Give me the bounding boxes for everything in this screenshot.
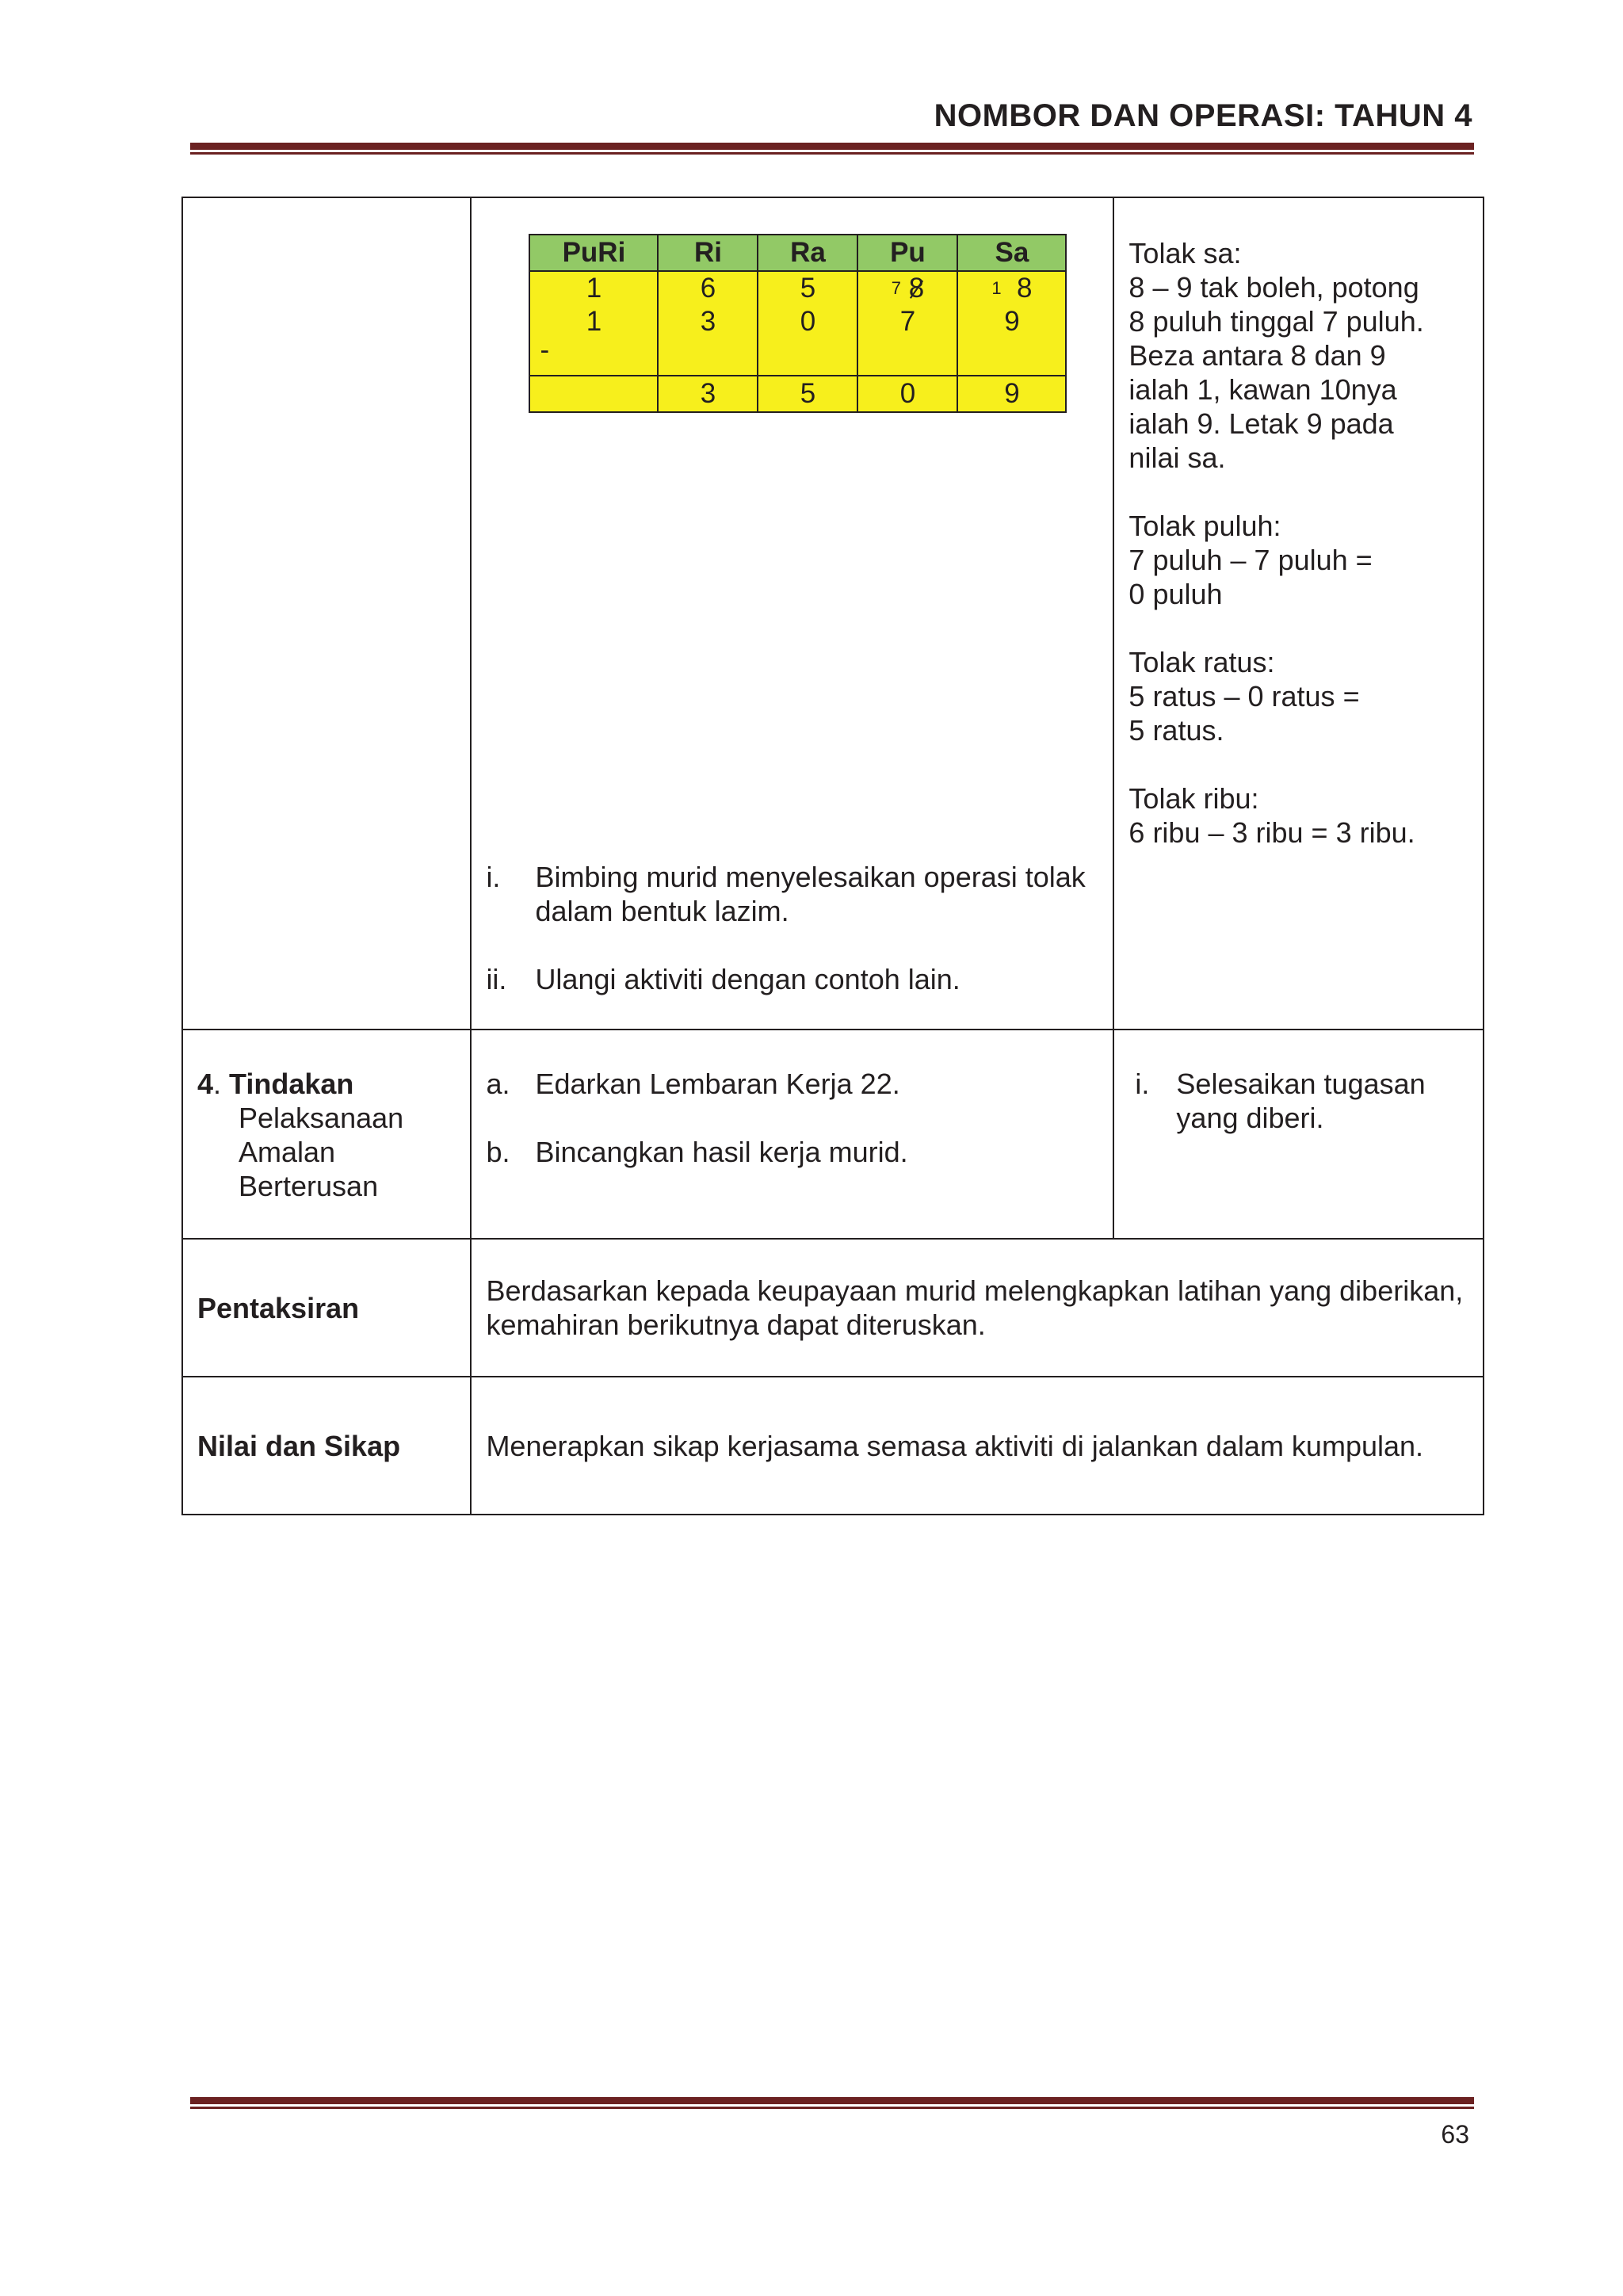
- list-item: a. Edarkan Lembaran Kerja 22.: [486, 1068, 900, 1100]
- pv-cell: $^1$ 8 9: [957, 271, 1066, 376]
- sa-regroup-mark: 1: [991, 278, 1002, 298]
- pv-header: PuRi: [529, 235, 658, 271]
- table-row: [182, 1030, 1484, 1239]
- pv-cell: 0: [857, 376, 957, 412]
- pv-cell: 1 1 -: [529, 271, 658, 376]
- pv-cell: $^7$ 8 7: [857, 271, 957, 376]
- pu-regroup-mark: 7: [891, 278, 901, 298]
- table-row: [182, 1239, 1484, 1377]
- page-number: 63: [1441, 2120, 1469, 2149]
- table-row: [182, 1377, 1484, 1515]
- row-text: Menerapkan sikap kerjasama semasa aktiviti di jalankan dalam kumpulan.: [471, 1377, 1484, 1515]
- note-block: Tolak puluh: 7 puluh – 7 puluh = 0 puluh: [1128, 510, 1373, 610]
- notes-cell: [1113, 197, 1484, 1030]
- row-label: Nilai dan Sikap: [182, 1377, 471, 1515]
- footer-rule: [190, 2097, 1474, 2109]
- pv-cell: 5: [758, 376, 857, 412]
- pv-cell: 9: [957, 376, 1066, 412]
- teacher-steps: [486, 860, 1088, 996]
- list-item: b. Bincangkan hasil kerja murid.: [486, 1136, 908, 1168]
- minus-operator: -: [540, 334, 550, 365]
- pv-cell: [529, 376, 658, 412]
- pv-cell: 6 3: [658, 271, 758, 376]
- pv-answer-row: [529, 376, 1066, 412]
- row-label: Pentaksiran: [182, 1239, 471, 1377]
- note-block: Tolak sa: 8 – 9 tak boleh, potong 8 puluh tinggal 7 puluh. Beza antara 8 dan 9 ialah 1, kawan 10nya ialah 9. Letak 9 pada nilai sa.: [1128, 237, 1424, 474]
- pv-cell: 3: [658, 376, 758, 412]
- pv-cell: 5 0: [758, 271, 857, 376]
- stage-heading: Tindakan: [229, 1068, 354, 1100]
- activity-cell: [471, 197, 1113, 1030]
- stage-cell: 4. Tindakan Pelaksanaan Amalan Berterusan: [182, 1030, 471, 1239]
- list-item: ii. Ulangi aktiviti dengan contoh lain.: [486, 963, 960, 995]
- note-block: Tolak ribu: 6 ribu – 3 ribu = 3 ribu.: [1128, 782, 1415, 849]
- pv-header: Ra: [758, 235, 857, 271]
- activity-cell: [471, 1030, 1113, 1239]
- pv-operands-row: [529, 271, 1066, 376]
- place-value-table: [529, 234, 1067, 413]
- lesson-plan-table: [181, 197, 1484, 1515]
- header-rule: [190, 143, 1474, 155]
- stage-cell: [182, 197, 471, 1030]
- stage-number: 4: [197, 1068, 214, 1100]
- pv-header: Pu: [857, 235, 957, 271]
- pv-header: Ri: [658, 235, 758, 271]
- pv-header: Sa: [957, 235, 1066, 271]
- table-row: [182, 197, 1484, 1030]
- page-header-title: NOMBOR DAN OPERASI: TAHUN 4: [934, 98, 1472, 133]
- list-item: i. Selesaikan tugasan yang diberi.: [1135, 1068, 1426, 1134]
- pv-header-row: [529, 235, 1066, 271]
- crossed-digit: 8: [908, 273, 925, 304]
- row-text: Berdasarkan kepada keupayaan murid melengkapkan latihan yang diberikan, kemahiran berikutnya dapat diteruskan.: [471, 1239, 1484, 1377]
- note-block: Tolak ratus: 5 ratus – 0 ratus = 5 ratus.: [1128, 646, 1360, 747]
- list-item: i. Bimbing murid menyelesaikan operasi tolak dalam bentuk lazim.: [486, 861, 1086, 927]
- notes-cell: [1113, 1030, 1484, 1239]
